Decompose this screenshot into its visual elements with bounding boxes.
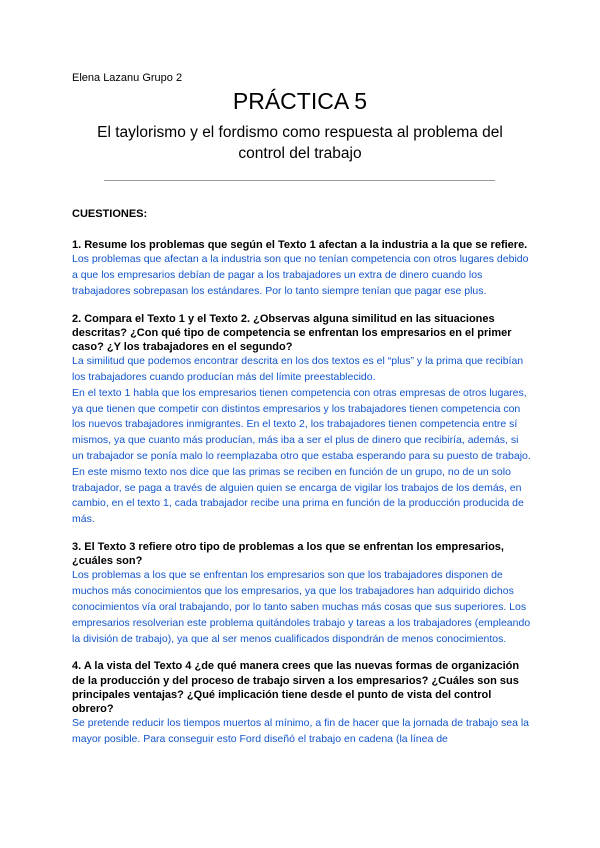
answer-paragraph: La similitud que podemos encontrar descrita en los dos textos es el “plus” y la prima que recibían los trabajadores cuando producían más del límite preestablecido. xyxy=(72,355,524,383)
question-block-2 xyxy=(72,312,532,528)
question-text: 3. El Texto 3 refiere otro tipo de problemas a los que se enfrentan los empresarios, ¿cuáles son? xyxy=(72,540,504,568)
answer-paragraph: Los problemas que afectan a la industria son que no tenían competencia con otros lugares debido a que los empresarios debían de pagar a los trabajadores un extra de dinero cuando los trabajadores sobrepasan los estándares. Por lo tanto siempre tenían que pagar ese plus. xyxy=(72,253,529,297)
question-block-3 xyxy=(72,540,532,647)
question-block-1 xyxy=(72,238,532,300)
document-subtitle xyxy=(70,122,530,164)
question-block-4 xyxy=(72,659,532,747)
author-line: Elena Lazanu Grupo 2 xyxy=(72,72,183,84)
document-title: PRÁCTICA 5 xyxy=(232,88,368,114)
subtitle-line-1: El taylorismo y el fordismo como respuesta al problema del xyxy=(97,124,503,141)
question-text: 1. Resume los problemas que según el Texto 1 afectan a la industria a la que se refiere. xyxy=(72,239,528,251)
answer-paragraph: Los problemas a los que se enfrentan los empresarios son que los trabajadores disponen de muchos más conocimientos que los empresarios, ya que los trabajadores han adquirido dichos conocimientos vía oral trabajando, por lo tanto saben muchas más cosas que sus superiores. Los empresarios resolverian este problema quitándoles trabajo y tareas a los trabajadores (empleando la división de trabajo), ya que al ser menos cualificados dispondrán de menos conocimientos. xyxy=(72,569,531,645)
question-text: 4. A la vista del Texto 4 ¿de qué manera crees que las nuevas formas de organización de la producción y del proceso de trabajo sirven a los empresarios? ¿Cuáles son sus principales ventajas? ¿Qué implicación tiene desde el punto de vista del control obrero? xyxy=(72,660,520,715)
question-text: 2. Compara el Texto 1 y el Texto 2. ¿Observas alguna similitud en las situaciones descritas? ¿Con qué tipo de competencia se enfrentan los empresarios en el primer caso? ¿Y los trabajadores en el segundo? xyxy=(72,312,512,353)
section-heading: CUESTIONES: xyxy=(72,208,148,220)
horizontal-rule xyxy=(104,180,495,181)
answer-paragraph: En el texto 1 habla que los empresarios tienen competencia con otras empresas de otros lugares, ya que tienen que competir con distintos empresarios y los trabajadores tienen competencia con los nuevos trabajadores inmigrantes. En el texto 2, los trabajadores tienen competencia entre sí mismos, ya que cuanto más producían, más iba a ser el plus de dinero que recibiría, además, si un trabajador se ponía malo lo reemplazaba otro que estaba esperando para su puesto de trabajo. En este mismo texto nos dice que las primas se reciben en función de un grupo, no de un solo trabajador, se paga a través de alguien quien se encarga de vigilar los trabajos de los demás, en cambio, en el texto 1, cada trabajador recibe una prima en función de la producción producida de más. xyxy=(72,386,531,526)
questions-list xyxy=(72,238,532,760)
subtitle-line-2: control del trabajo xyxy=(238,145,362,162)
answer-paragraph: Se pretende reducir los tiempos muertos al mínimo, a fin de hacer que la jornada de trabajo sea la mayor posible. Para conseguir esto Ford diseñó el trabajo en cadena (la línea de xyxy=(72,717,530,745)
